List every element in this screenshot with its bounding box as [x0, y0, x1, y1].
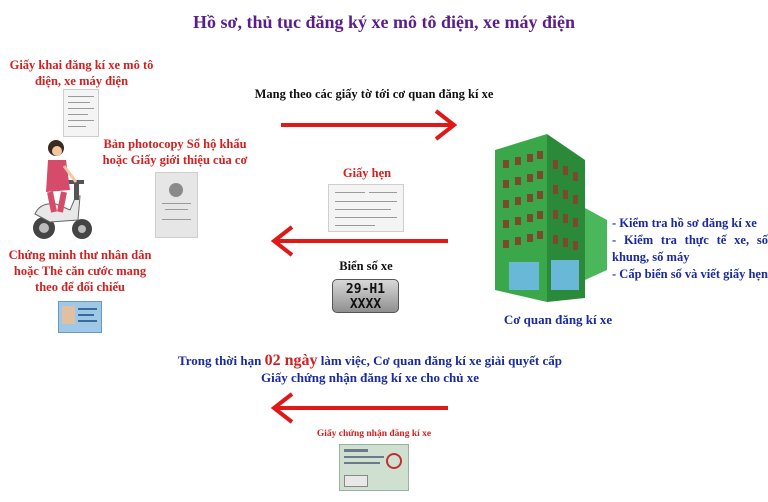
page-title: Hồ sơ, thủ tục đăng ký xe mô tô điện, xe máy điện	[193, 12, 575, 32]
certificate-image	[339, 444, 409, 491]
id-card-label: Chứng minh thư nhân dân hoặc Thẻ căn cước mang theo để đối chiếu	[8, 248, 152, 294]
agency-name: Cơ quan đăng kí xe	[503, 312, 613, 327]
plate-line-1: 29-H1	[345, 282, 386, 297]
declaration-form-image	[63, 89, 99, 137]
plate-label: Biển số xe	[339, 259, 393, 273]
arrow-certificate-return	[268, 391, 452, 427]
bring-docs-label: Mang theo các giấy tờ tới cơ quan đăng kí xe	[254, 87, 494, 101]
plate-line-2: XXXX	[349, 297, 382, 312]
note-line-2: Giấy chứng nhận đăng kí xe cho chủ xe	[260, 370, 480, 385]
declaration-label: Giấy khai đăng kí xe mô tô điện, xe máy điện	[9, 58, 154, 88]
note-suffix: làm việc, Cơ quan đăng kí xe giải quyết cấp	[317, 353, 562, 368]
id-card-image	[58, 301, 102, 333]
arrow-to-agency	[276, 108, 462, 144]
license-plate-image	[332, 279, 399, 313]
note-prefix: Trong thời hạn	[178, 353, 265, 368]
processing-note	[150, 352, 590, 386]
arrow-appointment-return	[268, 224, 452, 260]
scooter-rider-image	[30, 136, 95, 242]
note-days: 02 ngày	[264, 352, 318, 369]
household-label: Bản photocopy Sổ hộ khẩu hoặc Giấy giới thiệu của cơ	[102, 137, 248, 167]
check-item-documents: - Kiểm tra hồ sơ đăng kí xe	[612, 216, 757, 230]
household-book-image	[155, 172, 198, 238]
appointment-label: Giấy hẹn	[342, 166, 392, 180]
agency-building-image	[485, 130, 611, 302]
check-item-plate: - Cấp biển số và viết giấy hẹn	[612, 267, 768, 281]
agency-checklist	[612, 215, 768, 283]
check-item-vehicle: - Kiểm tra thực tế xe, số khung, số máy	[612, 233, 768, 264]
certificate-label: Giấy chứng nhận đăng kí xe	[316, 429, 432, 439]
